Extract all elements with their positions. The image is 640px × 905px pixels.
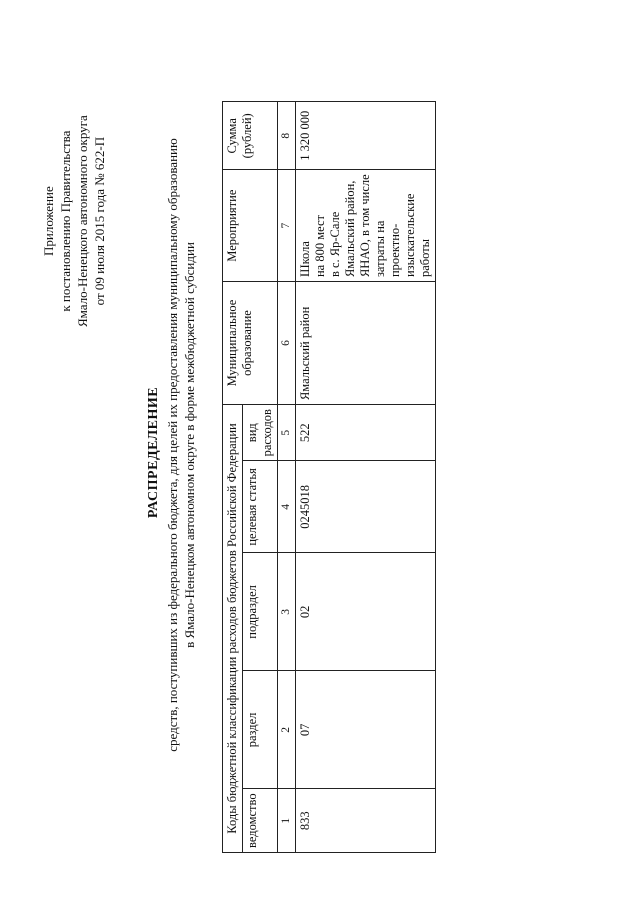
appendix-line: от 09 июля 2015 года № 622-П — [92, 136, 107, 306]
event-line: изыскательские — [403, 193, 417, 278]
appendix-line: Приложение — [41, 186, 56, 257]
column-number: 3 — [278, 553, 296, 671]
event-line: на 800 мест — [313, 215, 327, 278]
vid-cell: 522 — [296, 405, 436, 461]
event-line: Школа — [298, 241, 312, 278]
column-number: 2 — [278, 671, 296, 789]
razdel-header: раздел — [243, 671, 278, 789]
event-line: Ямальский район, — [343, 180, 357, 278]
event-header: Мероприятие — [223, 170, 278, 282]
event-line: в с. Яр-Сале — [328, 211, 342, 278]
celevaya-header: целевая статья — [243, 461, 278, 553]
event-line: работы — [418, 238, 432, 278]
razdel-cell: 07 — [296, 671, 436, 789]
event-line: проектно- — [388, 223, 402, 278]
column-number: 1 — [278, 789, 296, 853]
column-number: 7 — [278, 170, 296, 282]
column-number: 6 — [278, 282, 296, 405]
vedomstvo-header: ведомство — [243, 789, 278, 853]
distribution-table — [222, 101, 436, 853]
event-line: ЯНАО, в том числе — [358, 174, 372, 278]
podrazdel-cell: 02 — [296, 553, 436, 671]
column-number-row — [278, 102, 296, 853]
appendix-block — [40, 115, 108, 327]
event-cell — [296, 170, 436, 282]
table-row — [296, 102, 436, 853]
budget-codes-header: Коды бюджетной классификации расходов бюджетов Российской Федерации — [223, 405, 243, 853]
document-title: РАСПРЕДЕЛЕНИЕ — [146, 386, 161, 519]
subtitle-line: в Ямало-Ненецком автономном округе в форме межбюджетной субсидии — [182, 242, 197, 648]
municipality-cell: Ямальский район — [296, 282, 436, 405]
event-line: затраты на — [373, 220, 387, 278]
table-header-row — [223, 102, 243, 853]
sum-cell: 1 320 000 — [296, 102, 436, 170]
vedomstvo-cell: 833 — [296, 789, 436, 853]
appendix-line: Ямало-Ненецкого автономного округа — [75, 115, 90, 327]
celevaya-cell: 0245018 — [296, 461, 436, 553]
subtitle-line: средств, поступивших из федерального бюджета, для целей их предоставления муниципальному образованию — [165, 138, 180, 752]
column-number: 8 — [278, 102, 296, 170]
sum-header: Сумма (рублей) — [223, 102, 278, 170]
appendix-line: к постановлению Правительства — [58, 130, 73, 312]
column-number: 4 — [278, 461, 296, 553]
vid-header: вид расходов — [243, 405, 278, 461]
column-number: 5 — [278, 405, 296, 461]
podrazdel-header: подраздел — [243, 553, 278, 671]
municipality-header: Муниципальное образование — [223, 282, 278, 405]
document-subtitle — [164, 45, 198, 845]
